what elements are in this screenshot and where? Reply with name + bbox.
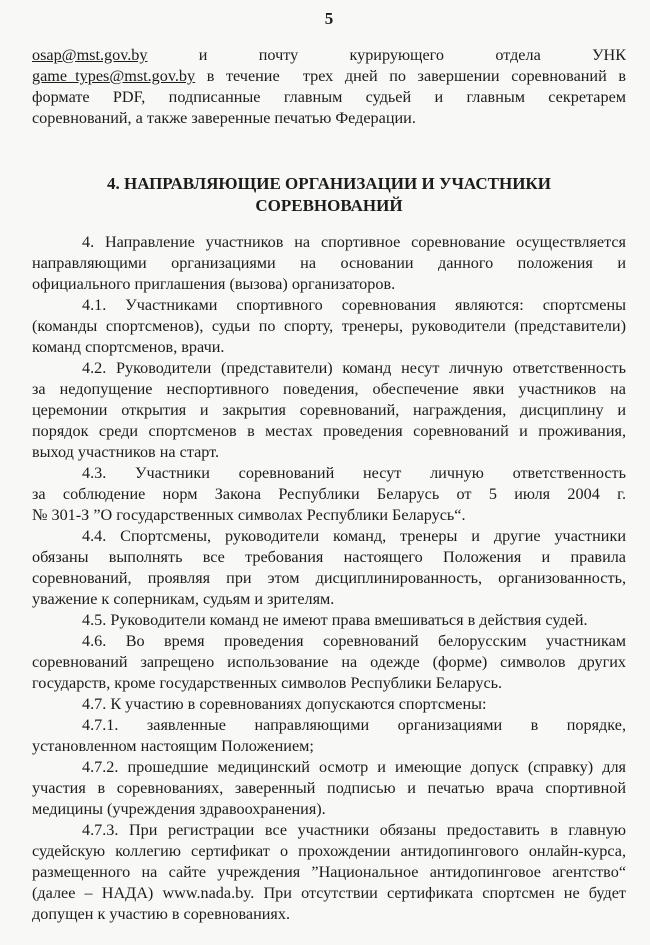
paragraph-line: государств, кроме государственных символов Республики Беларусь. bbox=[32, 674, 503, 692]
page-number: 5 bbox=[324, 9, 334, 28]
paragraph-line: судейскую коллегию сертификат о прохождении антидопингового онлайн-курса, bbox=[32, 842, 626, 860]
intro-line-4: соревнований, а также заверенные печатью Федерации. bbox=[32, 109, 416, 127]
paragraph-line: (далее – НАДА) www.nada.by. При отсутствии сертификата спортсмен не будет bbox=[32, 884, 626, 902]
paragraph-4-7 bbox=[32, 694, 626, 715]
intro-line-2-text: в течение трех дней по завершении соревнований в bbox=[195, 67, 626, 85]
paragraph-line: уважение к соперникам, судьям и зрителям. bbox=[32, 590, 335, 608]
paragraph-4-1 bbox=[32, 295, 626, 358]
paragraph-line: официального приглашения (вызова) организаторов. bbox=[32, 275, 396, 293]
paragraph-4-4 bbox=[32, 526, 626, 610]
paragraph-4 bbox=[32, 232, 626, 295]
section-heading bbox=[32, 173, 626, 217]
email-link-osap[interactable]: osap@mst.gov.by bbox=[32, 46, 148, 64]
intro-word: почту bbox=[258, 46, 299, 64]
paragraph-4-5 bbox=[32, 610, 626, 631]
paragraph-line: соревнований запрещено использование на одежде (форме) символов других bbox=[32, 653, 626, 671]
paragraph-line: выход участников на старт. bbox=[32, 443, 220, 461]
paragraph-line: за соблюдение норм Закона Республики Беларусь от 5 июля 2004 г. bbox=[32, 485, 626, 503]
paragraph-4-7-1 bbox=[32, 715, 626, 757]
email-link-game-types[interactable]: game_types@mst.gov.by bbox=[32, 67, 196, 85]
intro-line-3: формате PDF, подписанные главным судьей и главным секретарем bbox=[32, 88, 626, 106]
paragraph-line: соревнований, проявляя при этом дисциплинированность, организованность, bbox=[32, 569, 626, 587]
paragraph-line: 4.7.2. прошедшие медицинский осмотр и имеющие допуск (справку) для bbox=[82, 758, 626, 776]
paragraph-line: № 301-З ”О государственных символах Республики Беларусь“. bbox=[32, 506, 466, 524]
paragraphs bbox=[32, 232, 626, 925]
paragraph-4-7-3 bbox=[32, 820, 626, 925]
paragraph-line: направляющими организациями на основании данного положения и bbox=[32, 254, 626, 272]
intro-line-1 bbox=[32, 45, 626, 66]
paragraph-line: 4. Направление участников на спортивное соревнование осуществляется bbox=[82, 233, 626, 251]
paragraph-line: допущен к участию в соревнованиях. bbox=[32, 905, 291, 923]
intro-word: курирующего bbox=[349, 46, 445, 64]
intro-word: и bbox=[198, 46, 208, 64]
paragraph-line: 4.3. Участники соревнований несут личную ответственность bbox=[82, 464, 626, 482]
paragraph-line: 4.1. Участниками спортивного соревнования являются: спортсмены bbox=[82, 296, 626, 314]
paragraph-4-6 bbox=[32, 631, 626, 694]
paragraph-line: 4.7.3. При регистрации все участники обязаны предоставить в главную bbox=[82, 821, 626, 839]
paragraph-line: 4.7. К участию в соревнованиях допускаются спортсмены: bbox=[82, 695, 487, 713]
paragraph-line: команд спортсменов, врачи. bbox=[32, 338, 225, 356]
paragraph-line: 4.2. Руководители (представители) команд несут личную ответственность bbox=[82, 359, 626, 377]
paragraph-4-2 bbox=[32, 358, 626, 463]
paragraph-line: 4.5. Руководители команд не имеют права вмешиваться в действия судей. bbox=[82, 611, 588, 629]
paragraph-line: 4.7.1. заявленные направляющими организациями в порядке, bbox=[82, 716, 626, 734]
paragraph-line: (команды спортсменов), судьи по спорту, тренеры, руководители (представители) bbox=[32, 317, 626, 335]
paragraph-line: установленном настоящим Положением; bbox=[32, 737, 314, 755]
section-heading-line-1: 4. НАПРАВЛЯЮЩИЕ ОРГАНИЗАЦИИ И УЧАСТНИКИ bbox=[107, 174, 551, 193]
intro-word: УНК bbox=[592, 46, 627, 64]
intro-block bbox=[32, 45, 626, 129]
paragraph-line: за недопущение неспортивного поведения, обеспечение явки участников на bbox=[32, 380, 626, 398]
section-heading-line-2: СОРЕВНОВАНИЙ bbox=[255, 196, 403, 215]
paragraph-line: 4.6. Во время проведения соревнований белорусским участникам bbox=[82, 632, 626, 650]
intro-word: отдела bbox=[495, 46, 541, 64]
paragraph-line: обязаны выполнять все требования настоящего Положения и правила bbox=[32, 548, 626, 566]
intro-line-2 bbox=[32, 66, 626, 87]
paragraph-line: порядок среди спортсменов в местах проведения соревнований и проживания, bbox=[32, 422, 626, 440]
paragraph-line: 4.4. Спортсмены, руководители команд, тренеры и другие участники bbox=[82, 527, 626, 545]
paragraph-line: участия в соревнованиях, заверенный подписью и печатью врача спортивной bbox=[32, 779, 626, 797]
paragraph-line: церемонии открытия и закрытия соревнований, награждения, дисциплину и bbox=[32, 401, 626, 419]
paragraph-line: медицины (учреждения здравоохранения). bbox=[32, 800, 326, 818]
paragraph-line: размещенного на сайте учреждения ”Национальное антидопинговое агентство“ bbox=[32, 863, 626, 881]
paragraph-4-3 bbox=[32, 463, 626, 526]
paragraph-4-7-2 bbox=[32, 757, 626, 820]
